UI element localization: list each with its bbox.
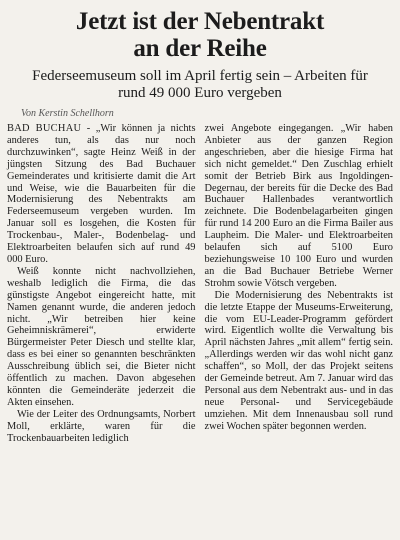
article-body xyxy=(7,123,393,444)
paragraph xyxy=(7,123,196,266)
headline: Jetzt ist der Nebentrakt an der Reihe xyxy=(75,8,325,62)
dateline: BAD BUCHAU xyxy=(7,123,82,134)
paragraph: Die Modernisierung des Nebentrakts ist die letzte Etappe der Museums-Erweiterung, die vom EU-Leader-Programm gefördert wird. Eigentlich wollte die Verwaltung bis April nächsten Jahres „mit allem“ fertig sein. „Allerdings werden wir das wohl nicht ganz schaffen“, so Moll, der das Projekt seitens der Gemeinde betreut. Am 7. Januar wird das Personal aus dem Nebentrakt aus- und in das neue Personal- und Servicegebäude umziehen. Mit dem Innenausbau soll rund zwei Wochen später begonnen werden. xyxy=(204,289,393,432)
paragraph: zwei Angebote eingegangen. „Wir haben Anbieter aus der ganzen Region angeschrieben, aber die hiesige Firma hat sich nicht gemeldet.“ Den Zuschlag erhielt somit der Betrieb Birk aus Ingoldingen-Degernau, der bereits für die Decke des Bad Buchauer Hallenbades verantwortlich zeichnete. Die Bodenbelagarbeiten gingen für rund 14 200 Euro an die Firma Bailer aus Laupheim. Die Maler- und Elektroarbeiten belaufen sich auf 5100 Euro beziehungsweise 10 100 Euro und wurden an die Bad Buchauer Betriebe Werner Strohm sowie Vötsch vergeben. xyxy=(204,123,393,289)
paragraph: Wie der Leiter des Ordnungsamts, Norbert Moll, erklärte, waren für die Trockenbauarbeiten lediglich xyxy=(7,408,196,444)
subheadline: Federseemuseum soll im April fertig sein – Arbeiten für rund 49 000 Euro vergeben xyxy=(32,68,368,101)
left-column xyxy=(7,123,196,444)
paragraph: Weiß konnte nicht nachvollziehen, weshalb lediglich die Firma, die das günstigste Angebot eingereicht hatte, mit Namen genannt wurde, die anderen jedoch nicht. „Wir betreiben hier keine Geheimniskrämerei“, erwiderte Bürgermeister Peter Diesch und stellte klar, dass es bei einer so genannten beschränkten Ausschreibung üblich sei, die Bieter nicht öffentlich zu machen. Davon abgesehen könnten die Gemeinderäte jederzeit die Akten einsehen. xyxy=(7,265,196,408)
paragraph-text: - „Wir können ja nichts anderes tun, als das nur noch durchzuwinken“, sagte Heinz Weiß in der jüngsten Sitzung des Bad Buchauer Gemeinderates und kritisierte damit die Art und Weise, wie die Bauarbeiten für die Modernisierung des Nebentrakts am Federseemuseum vergeben wurden. Im Januar soll es losgehen, die Kosten für Trockenbau-, Maler-, Bodenbelag- und Elektroarbeiten belaufen sich auf rund 49 000 Euro. xyxy=(7,123,196,265)
byline: Von Kerstin Schellhorn xyxy=(21,108,114,119)
right-column xyxy=(205,123,394,444)
